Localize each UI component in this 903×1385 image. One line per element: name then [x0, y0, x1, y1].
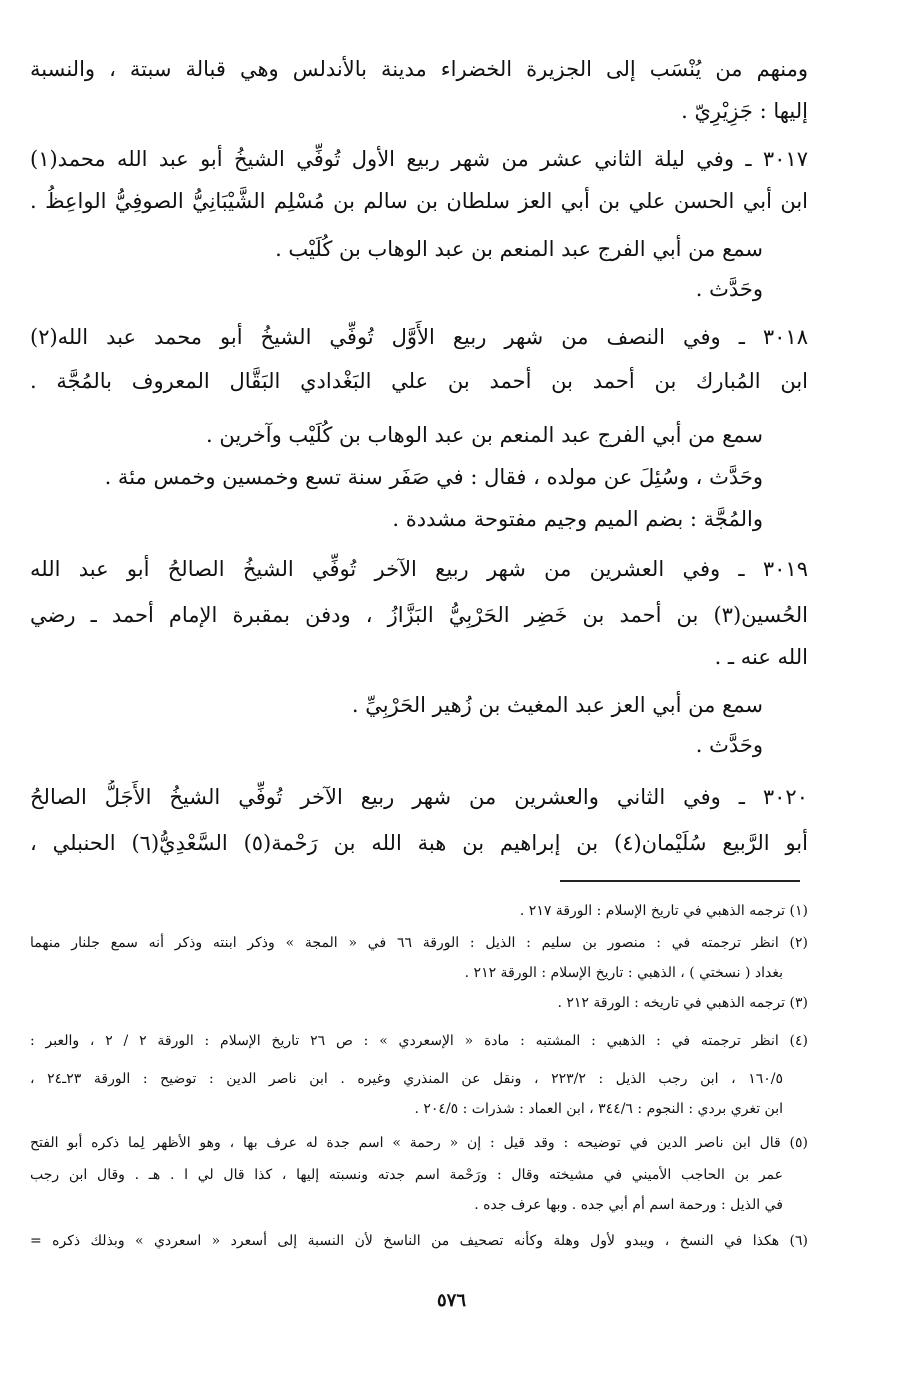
body-line: سمع من أبي الفرج عبد المنعم بن عبد الوهاب بن كُلَيْب وآخرين . — [206, 423, 763, 447]
body-line: وحَدَّث . — [695, 733, 763, 757]
body-line: أبو الرَّبيع سُلَيْمان(٤) بن إبراهيم بن هبة الله بن رَحْمة(٥) السَّعْدِيُّ(٦) الحنبلي ، — [30, 831, 808, 855]
footnote-line: (٢) انظر ترجمته في : منصور بن سليم : الذيل : الورقة ٦٦ في « المجة » وذكر ابنته وذكر أنه سمع جلنار منهما — [30, 935, 808, 951]
body-line: والمُجَّة : بضم الميم وجيم مفتوحة مشددة . — [392, 507, 763, 531]
body-line: ٣٠٢٠ ـ وفي الثاني والعشرين من شهر ربيع الآخر تُوفِّي الشيخُ الأَجَلُّ الصالحُ — [30, 785, 808, 809]
body-line: سمع من أبي الفرج عبد المنعم بن عبد الوهاب بن كُلَيْب . — [275, 237, 763, 261]
footnote-line: (٦) هكذا في النسخ ، ويبدو لأول وهلة وكأنه تصحيف من الناسخ لأن النسبة إلى أسعرد « اسعردي » وبذلك ذكره = — [30, 1233, 808, 1249]
body-line: الله عنه ـ . — [714, 645, 808, 669]
body-line: إليها : جَزِيْرِيّ . — [681, 99, 808, 123]
footnote-line: (١) ترجمه الذهبي في تاريخ الإسلام : الورقة ٢١٧ . — [519, 903, 808, 919]
footnote-line: (٥) قال ابن ناصر الدين في توضيحه : وقد قيل : إن « رحمة » اسم جدة له عرف بها ، وهو الأظهر لِما ذكره أبو الفتح — [30, 1135, 808, 1151]
footnote-line: (٣) ترجمه الذهبي في تاريخه : الورقة ٢١٢ . — [557, 995, 808, 1011]
footnote-line: في الذيل : ورحمة اسم أم أبي جده . وبها عرف جده . — [474, 1197, 783, 1213]
body-line: ابن أبي الحسن علي بن أبي العز سلطان بن سالم بن مُسْلِم الشَّيْبَانِيُّ الصوفِيُّ الواعِظُ . — [30, 189, 808, 213]
body-line: سمع من أبي العز عبد المغيث بن زُهير الحَرْبِيِّ . — [351, 693, 763, 717]
page-number: ٥٧٦ — [436, 1290, 466, 1311]
footnote-line: ١٦٠/٥ ، ابن رجب الذيل : ٢٢٣/٢ ، ونقل عن المنذري وغيره . ابن ناصر الدين : توضيح : الورقة ٢٣ـ٢٤ ، — [30, 1071, 783, 1087]
footnote-line: (٤) انظر ترجمته في : الذهبي : المشتبه : مادة « الإسعردي » : ص ٢٦ تاريخ الإسلام : الورقة ٢ / ٢ ، والعبر : — [30, 1033, 808, 1049]
body-line: ٣٠١٩ ـ وفي العشرين من شهر ربيع الآخر تُوفِّي الشيخُ الصالحُ أبو عبد الله — [30, 557, 808, 581]
body-line: ابن المُبارك بن أحمد بن أحمد بن علي البَغْدادي البَقَّال المعروف بالمُجَّة . — [30, 369, 808, 393]
footnote-line: بغداد ( نسختي ) ، الذهبي : تاريخ الإسلام : الورقة ٢١٢ . — [464, 965, 783, 981]
body-line: وحَدَّث ، وسُئِلَ عن مولده ، فقال : في صَفَر سنة تسع وخمسين وخمس مئة . — [104, 465, 763, 489]
footnote-divider — [560, 880, 800, 882]
body-line: ومنهم من يُنْسَب إلى الجزيرة الخضراء مدينة بالأندلس وهي قبالة سبتة ، والنسبة — [30, 57, 808, 81]
body-line: ٣٠١٨ ـ وفي النصف من شهر ربيع الأَوَّل تُوفِّي الشيخُ أبو محمد عبد الله(٢) — [30, 325, 808, 349]
body-line: ٣٠١٧ ـ وفي ليلة الثاني عشر من شهر ربيع الأول تُوفِّي الشيخُ أبو عبد الله محمد(١) — [30, 147, 808, 171]
body-line: وحَدَّث . — [695, 277, 763, 301]
footnote-line: ابن تغري بردي : النجوم : ٣٤٤/٦ ، ابن العماد : شذرات : ٢٠٤/٥ . — [414, 1101, 783, 1117]
footnote-line: عمر بن الحاجب الأميني في مشيخته وقال : ورَحْمة اسم جدته ونسبته إليها ، كذا قال لي ا . هـ . وقال ابن رجب — [30, 1167, 783, 1183]
body-line: الحُسين(٣) بن أحمد بن خَضِر الحَرْبِيُّ البَزَّازُ ، ودفن بمقبرة الإمام أحمد ـ رضي — [30, 603, 808, 627]
